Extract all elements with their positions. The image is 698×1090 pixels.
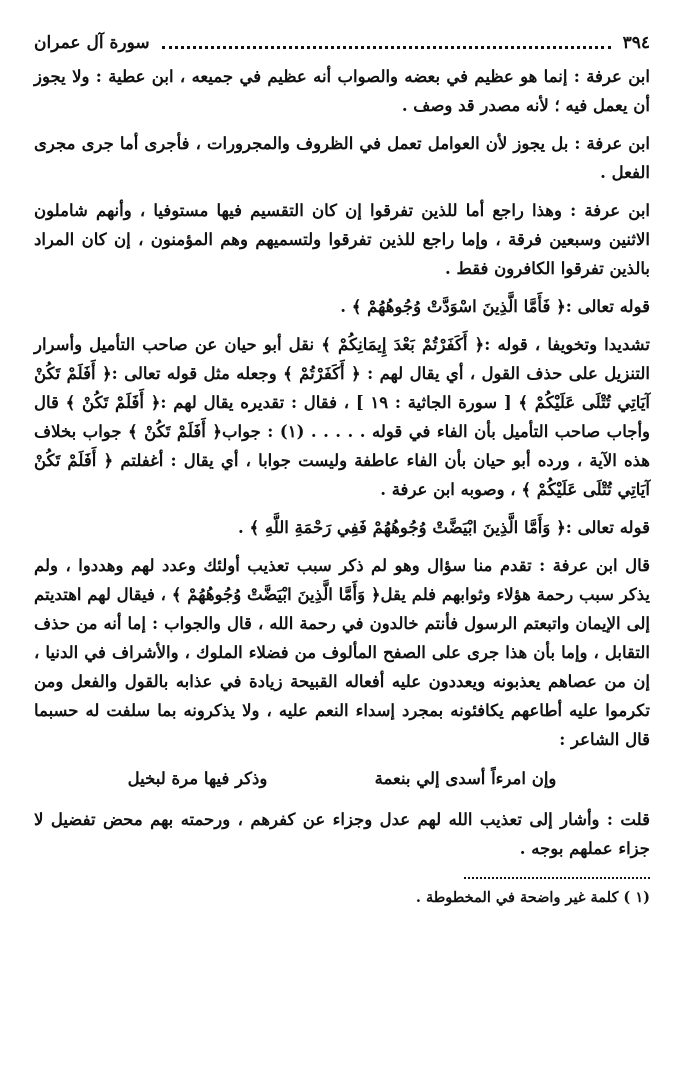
closing-paragraph: قلت : وأشار إلى تعذيب الله لهم عدل وجزاء عن كفرهم ، ورحمته بهم محض تفضيل لا جزاء عملهم بوجه . xyxy=(34,810,650,858)
page-number: ٣٩٤ xyxy=(622,33,650,53)
header-dotted-rule xyxy=(162,46,611,49)
paragraph: ابن عرفة : إنما هو عظيم في بعضه والصواب أنه عظيم في جميعه ، ابن عطية : ولا يجوز أن يعمل فيه ؛ لأنه مصدر قد وصف . xyxy=(34,67,650,115)
footnote: (١ ) كلمة غير واضحة في المخطوطة . xyxy=(415,889,650,906)
main-text xyxy=(34,62,650,863)
footnote-separator xyxy=(464,877,650,879)
verse-hemistich-first: وإن امرءاً أسدى إلي بنعمة xyxy=(374,769,557,788)
page-header xyxy=(34,30,650,56)
poetry-verse xyxy=(74,764,610,793)
paragraph: ابن عرفة : بل يجوز لأن العوامل تعمل في الظروف والمجرورات ، فأجرى أما جرى مجرى الفعل . xyxy=(34,134,650,182)
verse-hemistich-second: وذكر فيها مرة لبخيل xyxy=(127,769,268,788)
quran-quote-paragraph: قوله تعالى :﴿ فَأَمَّا الَّذِينَ اسْوَدَّتْ وُجُوهُهُمْ ﴾ . xyxy=(340,297,650,316)
quran-quote-paragraph: قوله تعالى :﴿ وَأَمَّا الَّذِينَ ابْيَضَّتْ وُجُوهُهُمْ فَفِي رَحْمَةِ اللَّهِ ﴾ . xyxy=(238,518,650,537)
paragraph: قال ابن عرفة : تقدم منا سؤال وهو لم ذكر سبب تعذيب أولئك وعدد لهم وهددوا ، ولم يذكر سبب رحمة هؤلاء وثوابهم فلم يقل﴿ وَأَمَّا الَّذِينَ ابْيَضَّتْ وُجُوهُهُمْ ﴾ ، فيقال لهم اهتديتم إلى الإيمان واتبعتم الرسول فأنتم خالدون في رحمة الله ، قال والجواب : إما أنه من حذف التقابل ، وإما بأن هذا جرى على الصفح المألوف من فضلاء الملوك ، والأشراف في الدنيا ، إن من عصاهم يعذبونه ويعددون عليه أفعاله القبيحة زيادة في عذابه بالقول والفعل ومن تكرموا عليه أطاعهم يكافئونه بمجرد إسداء النعم عليه ، ولا يذكرونه بما سلفت له حسبما قال الشاعر : xyxy=(34,556,650,749)
surah-title: سورة آل عمران xyxy=(34,33,150,53)
paragraph: تشديدا وتخويفا ، قوله :﴿ أَكَفَرْتُمْ بَعْدَ إِيمَانِكُمْ ﴾ نقل أبو حيان عن صاحب التأميل وأسرار التنزيل على حذف القول ، أي يقال لهم : ﴿ أَكَفَرْتُمْ ﴾ وجعله مثل قوله تعالى :﴿ أَفَلَمْ تَكُنْ آيَاتِي تُتْلَى عَلَيْكُمْ ﴾ [ سورة الجاثية : ١٩ ] ، فقال : تقديره يقال لهم :﴿ أَفَلَمْ تَكُنْ ﴾ قال وأجاب صاحب التأميل بأن الفاء في قوله . . . . . (١) : جواب﴿ أَفَلَمْ تَكُنْ ﴾ جواب بخلاف هذه الآية ، ورده أبو حيان بأن الفاء عاطفة وليست جوابا ، أي يقال : أغفلتم ﴿ أَفَلَمْ تَكُنْ آيَاتِي تُتْلَى عَلَيْكُمْ ﴾ ، وصوبه ابن عرفة . xyxy=(34,335,650,499)
paragraph: ابن عرفة : وهذا راجع أما للذين تفرقوا إن كان التقسيم فيها مستوفيا ، وأنهم شاملون الاثنين وسبعين فرقة ، وإما راجع للذين تفرقوا ولتسميهم وهم المؤمنون ، إن كان المراد بالذين تفرقوا الكافرون فقط . xyxy=(34,201,650,278)
